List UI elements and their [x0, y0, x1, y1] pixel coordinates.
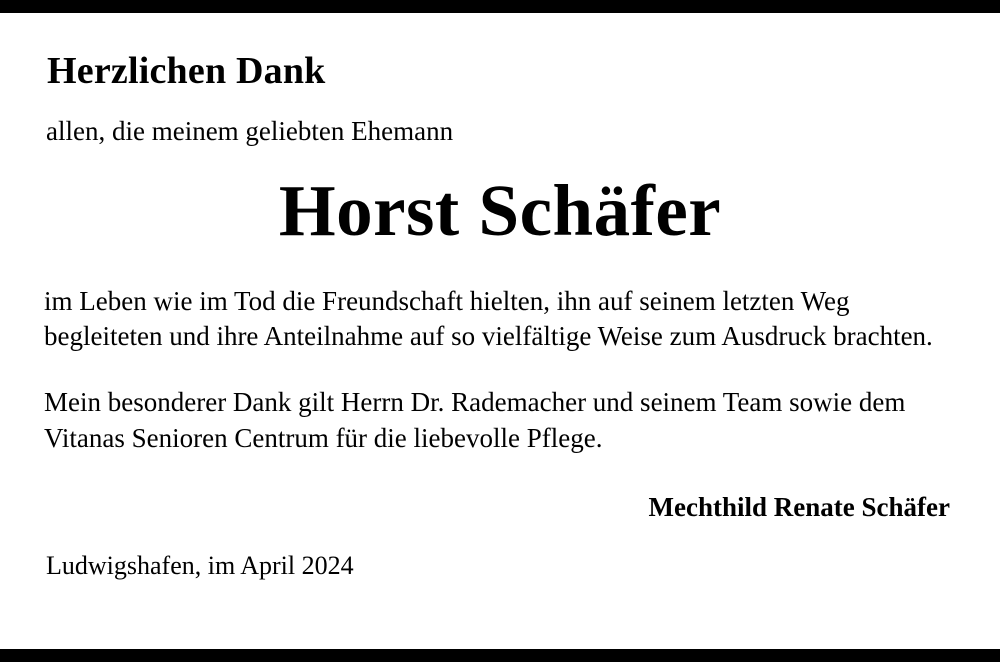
- thanks-paragraph-one: im Leben wie im Tod die Freundschaft hielten, ihn auf seinem letzten Weg begleiteten und ihre Anteilnahme auf so vielfältige Weise zum Ausdruck brachten.: [44, 285, 933, 352]
- headline: Herzlichen Dank: [47, 50, 326, 92]
- subline: allen, die meinem geliebten Ehemann: [46, 115, 454, 146]
- signature-name: Mechthild Renate Schäfer: [648, 492, 950, 523]
- thanks-paragraph-two: Mein besonderer Dank gilt Herrn Dr. Rademacher und seinem Team sowie dem Vitanas Senioren Centrum für die liebevolle Pflege.: [44, 387, 906, 453]
- place-and-date: Ludwigshafen, im April 2024: [46, 551, 354, 581]
- deceased-name: Horst Schäfer: [278, 170, 722, 252]
